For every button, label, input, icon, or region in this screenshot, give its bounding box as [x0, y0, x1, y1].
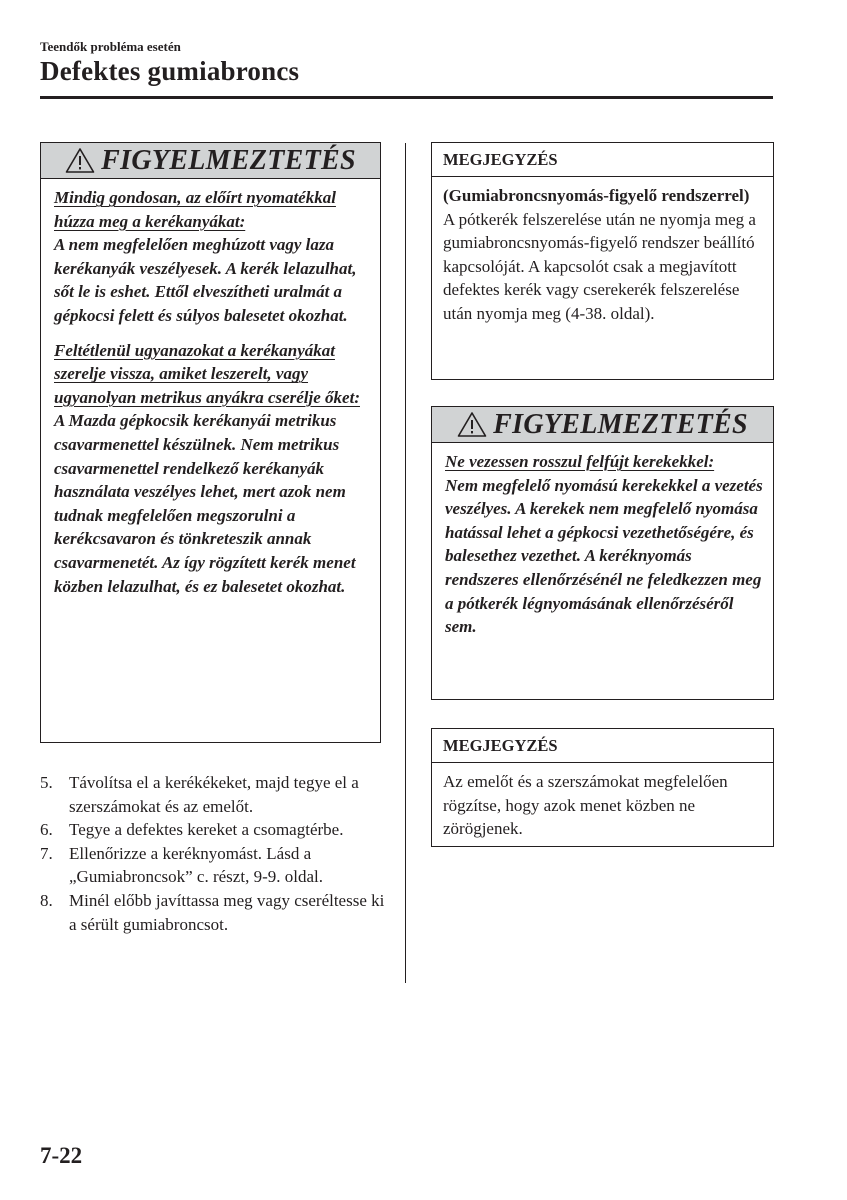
column-divider: [405, 143, 406, 983]
warning-triangle-icon: [65, 147, 95, 174]
step-number: 6.: [40, 820, 53, 840]
note-box-tpms: [431, 142, 774, 380]
warning-paragraph: [445, 450, 763, 639]
warning-title: FIGYELMEZTETÉS: [101, 144, 356, 176]
list-item: [40, 818, 395, 842]
warning-header: [41, 143, 380, 179]
warning-box-tire-pressure: [431, 406, 774, 700]
step-text: Ellenőrizze a keréknyomást. Lásd a „Gumiabroncsok” c. részt, 9-9. oldal.: [69, 843, 323, 887]
warning-text: A nem megfelelően meghúzott vagy laza kerékanyák veszélyesek. A kerék lelazulhat, sőt le is eshet. Ettől elveszítheti uralmát a gépkocsi felett és súlyos balesetet okozhat.: [54, 235, 357, 325]
note-body: [432, 763, 773, 841]
page-title: Defektes gumiabroncs: [40, 56, 300, 86]
list-item: [40, 771, 395, 818]
warning-lead: Feltétlenül ugyanazokat a kerékanyákat szerelje vissza, amiket leszerelt, vagy ugyanolyan metrikus anyákra cserélje őket:: [54, 340, 360, 407]
page-number: 7-22: [40, 1143, 83, 1168]
steps-list: [40, 771, 395, 936]
step-text: Minél előbb javíttassa meg vagy cseréltesse ki a sérült gumiabroncsot.: [69, 890, 385, 934]
note-title: MEGJEGYZÉS: [432, 729, 773, 763]
list-item: [40, 889, 395, 936]
warning-lead: Mindig gondosan, az előírt nyomatékkal húzza meg a kerékanyákat:: [54, 188, 336, 231]
warning-box-wheel-nuts: [40, 142, 381, 743]
note-title: MEGJEGYZÉS: [432, 143, 773, 177]
warning-body: [41, 179, 380, 598]
step-number: 8.: [40, 890, 53, 910]
note-box-jack-tools: [431, 728, 774, 847]
warning-title: FIGYELMEZTETÉS: [493, 408, 748, 440]
step-text: Távolítsa el a kerékékeket, majd tegye el a szerszámokat és az emelőt.: [69, 773, 359, 816]
note-body: [432, 177, 773, 326]
warning-header: [432, 407, 773, 443]
list-item: [40, 842, 395, 889]
warning-paragraph: [54, 339, 370, 599]
step-text: Tegye a defektes kereket a csomagtérbe.: [69, 820, 344, 840]
warning-triangle-icon: [457, 411, 487, 438]
warning-body: [432, 443, 773, 639]
warning-text: A Mazda gépkocsik kerékanyái metrikus csavarmenettel készülnek. Nem metrikus csavarmenettel rendelkező kerékanyák használata veszélyes lehet, mert azok nem tudnak megfelelően megszorulni a kerékcsavaron és tönkreteszik annak csavarmenetét. Az így rögzített kerék menet közben lelazulhat, és ez balesetet okozhat.: [54, 411, 356, 596]
warning-lead: Ne vezessen rosszul felfújt kerekekkel:: [445, 452, 715, 471]
title-rule: [40, 96, 773, 99]
step-number: 5.: [40, 773, 53, 792]
step-number: 7.: [40, 843, 53, 863]
note-text: Az emelőt és a szerszámokat megfelelően rögzítse, hogy azok menet közben ne zörögjenek.: [443, 772, 728, 839]
note-subtitle: (Gumiabroncsnyomás-figyelő rendszerrel): [443, 186, 750, 205]
warning-paragraph: [54, 186, 370, 328]
section-label: Teendők probléma esetén: [40, 39, 181, 54]
note-text: A pótkerék felszerelése után ne nyomja meg a gumiabroncsnyomás-figyelő rendszer beállító kapcsolóját. A kapcsolót csak a megjavított defektes kerék vagy cserekerék felszerelése után nyomja meg (4-38. oldal).: [443, 209, 756, 323]
warning-text: Nem megfelelő nyomású kerekekkel a vezetés veszélyes. A kerekek nem megfelelő nyomása hatással lehet a gépkocsi vezethetőségére, és balesethez vezethet. A keréknyomás rendszeres ellenőrzésénél ne feledkezzen meg a pótkerék légnyomásának ellenőrzéséről sem.: [445, 475, 763, 637]
